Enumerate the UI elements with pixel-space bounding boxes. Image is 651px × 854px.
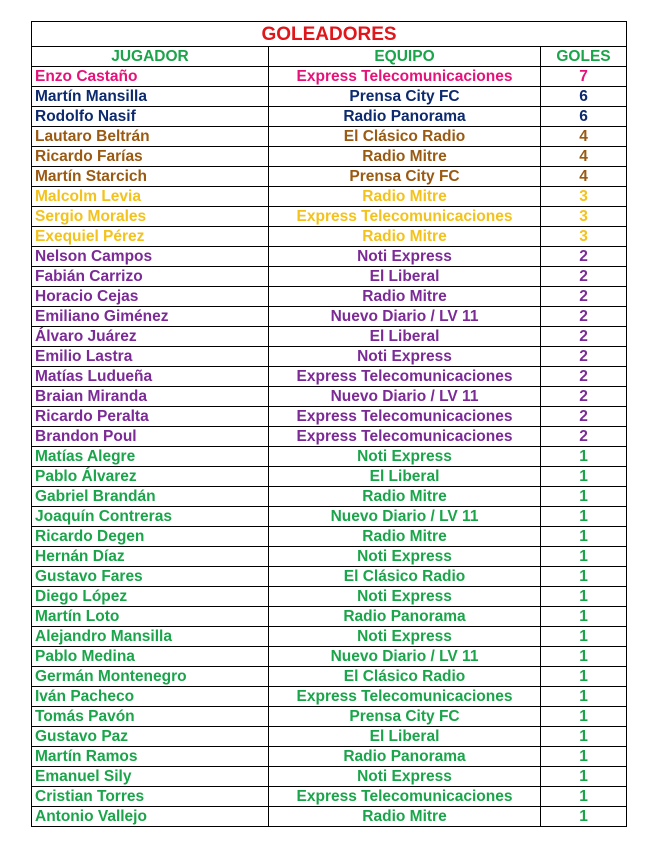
- table-title: GOLEADORES: [32, 22, 627, 47]
- team-name: Express Telecomunicaciones: [269, 67, 541, 87]
- goals-count: 1: [541, 767, 627, 787]
- goals-count: 4: [541, 147, 627, 167]
- table-row: [32, 287, 627, 307]
- team-name: Express Telecomunicaciones: [269, 207, 541, 227]
- table-row: [32, 607, 627, 627]
- team-name: Noti Express: [269, 547, 541, 567]
- title-row: [32, 22, 627, 47]
- table-row: [32, 427, 627, 447]
- team-name: Express Telecomunicaciones: [269, 427, 541, 447]
- team-name: Prensa City FC: [269, 87, 541, 107]
- player-name: Gustavo Fares: [32, 567, 269, 587]
- table-row: [32, 467, 627, 487]
- player-name: Enzo Castaño: [32, 67, 269, 87]
- team-name: Radio Panorama: [269, 607, 541, 627]
- table-row: [32, 367, 627, 387]
- goals-count: 2: [541, 267, 627, 287]
- player-name: Pablo Medina: [32, 647, 269, 667]
- table-row: [32, 647, 627, 667]
- player-name: Martín Starcich: [32, 167, 269, 187]
- goals-count: 1: [541, 467, 627, 487]
- table-row: [32, 127, 627, 147]
- team-name: Express Telecomunicaciones: [269, 407, 541, 427]
- team-name: Radio Mitre: [269, 187, 541, 207]
- table-row: [32, 67, 627, 87]
- player-name: Álvaro Juárez: [32, 327, 269, 347]
- goals-count: 1: [541, 747, 627, 767]
- team-name: Nuevo Diario / LV 11: [269, 307, 541, 327]
- table-row: [32, 547, 627, 567]
- goals-count: 6: [541, 107, 627, 127]
- player-name: Pablo Álvarez: [32, 467, 269, 487]
- team-name: Nuevo Diario / LV 11: [269, 507, 541, 527]
- table-row: [32, 527, 627, 547]
- goals-count: 2: [541, 427, 627, 447]
- table-row: [32, 147, 627, 167]
- goals-count: 1: [541, 547, 627, 567]
- team-name: Radio Panorama: [269, 747, 541, 767]
- table-row: [32, 247, 627, 267]
- player-name: Gustavo Paz: [32, 727, 269, 747]
- goals-count: 6: [541, 87, 627, 107]
- goals-count: 2: [541, 367, 627, 387]
- team-name: Nuevo Diario / LV 11: [269, 647, 541, 667]
- team-name: El Liberal: [269, 267, 541, 287]
- team-name: Noti Express: [269, 247, 541, 267]
- table-row: [32, 727, 627, 747]
- team-name: Radio Mitre: [269, 527, 541, 547]
- header-player: JUGADOR: [32, 47, 269, 67]
- goals-count: 1: [541, 647, 627, 667]
- table-row: [32, 487, 627, 507]
- team-name: Noti Express: [269, 767, 541, 787]
- goals-count: 4: [541, 167, 627, 187]
- goals-count: 2: [541, 407, 627, 427]
- team-name: El Liberal: [269, 327, 541, 347]
- player-name: Martín Loto: [32, 607, 269, 627]
- player-name: Emanuel Sily: [32, 767, 269, 787]
- player-name: Antonio Vallejo: [32, 807, 269, 827]
- table-row: [32, 167, 627, 187]
- player-name: Malcolm Levia: [32, 187, 269, 207]
- table-row: [32, 327, 627, 347]
- goals-count: 1: [541, 607, 627, 627]
- goals-count: 2: [541, 247, 627, 267]
- table-row: [32, 747, 627, 767]
- player-name: Emilio Lastra: [32, 347, 269, 367]
- goals-count: 1: [541, 727, 627, 747]
- goals-count: 3: [541, 207, 627, 227]
- goals-count: 7: [541, 67, 627, 87]
- team-name: El Clásico Radio: [269, 667, 541, 687]
- team-name: El Liberal: [269, 727, 541, 747]
- goals-count: 4: [541, 127, 627, 147]
- goals-count: 1: [541, 807, 627, 827]
- player-name: Alejandro Mansilla: [32, 627, 269, 647]
- player-name: Horacio Cejas: [32, 287, 269, 307]
- team-name: El Clásico Radio: [269, 567, 541, 587]
- goals-count: 2: [541, 327, 627, 347]
- team-name: Express Telecomunicaciones: [269, 687, 541, 707]
- table-row: [32, 587, 627, 607]
- team-name: Radio Panorama: [269, 107, 541, 127]
- team-name: Prensa City FC: [269, 167, 541, 187]
- team-name: Noti Express: [269, 347, 541, 367]
- table-row: [32, 227, 627, 247]
- player-name: Emiliano Giménez: [32, 307, 269, 327]
- player-name: Martín Ramos: [32, 747, 269, 767]
- header-goals: GOLES: [541, 47, 627, 67]
- table-row: [32, 307, 627, 327]
- team-name: Noti Express: [269, 627, 541, 647]
- player-name: Martín Mansilla: [32, 87, 269, 107]
- goals-count: 3: [541, 227, 627, 247]
- table-row: [32, 347, 627, 367]
- goals-count: 1: [541, 507, 627, 527]
- table-row: [32, 567, 627, 587]
- player-name: Lautaro Beltrán: [32, 127, 269, 147]
- player-name: Nelson Campos: [32, 247, 269, 267]
- goals-count: 1: [541, 447, 627, 467]
- team-name: Express Telecomunicaciones: [269, 367, 541, 387]
- table-row: [32, 87, 627, 107]
- team-name: Noti Express: [269, 447, 541, 467]
- player-name: Rodolfo Nasif: [32, 107, 269, 127]
- goals-count: 1: [541, 487, 627, 507]
- goals-count: 2: [541, 387, 627, 407]
- player-name: Hernán Díaz: [32, 547, 269, 567]
- goals-count: 2: [541, 287, 627, 307]
- table-row: [32, 707, 627, 727]
- player-name: Ricardo Peralta: [32, 407, 269, 427]
- player-name: Ricardo Degen: [32, 527, 269, 547]
- team-name: Noti Express: [269, 587, 541, 607]
- goals-count: 1: [541, 707, 627, 727]
- table-row: [32, 787, 627, 807]
- table-row: [32, 687, 627, 707]
- table-row: [32, 267, 627, 287]
- player-name: Ricardo Farías: [32, 147, 269, 167]
- goals-count: 1: [541, 627, 627, 647]
- player-name: Cristian Torres: [32, 787, 269, 807]
- player-name: Diego López: [32, 587, 269, 607]
- goals-count: 1: [541, 587, 627, 607]
- goals-count: 1: [541, 567, 627, 587]
- table-row: [32, 507, 627, 527]
- team-name: El Clásico Radio: [269, 127, 541, 147]
- team-name: Nuevo Diario / LV 11: [269, 387, 541, 407]
- team-name: Radio Mitre: [269, 807, 541, 827]
- table-row: [32, 767, 627, 787]
- player-name: Tomás Pavón: [32, 707, 269, 727]
- scorers-table: [31, 21, 627, 827]
- table-row: [32, 627, 627, 647]
- team-name: Radio Mitre: [269, 147, 541, 167]
- table-row: [32, 667, 627, 687]
- goals-count: 3: [541, 187, 627, 207]
- table-row: [32, 387, 627, 407]
- team-name: Radio Mitre: [269, 287, 541, 307]
- goals-count: 2: [541, 347, 627, 367]
- player-name: Fabián Carrizo: [32, 267, 269, 287]
- team-name: Radio Mitre: [269, 487, 541, 507]
- table-row: [32, 187, 627, 207]
- team-name: Express Telecomunicaciones: [269, 787, 541, 807]
- header-team: EQUIPO: [269, 47, 541, 67]
- player-name: Braian Miranda: [32, 387, 269, 407]
- player-name: Iván Pacheco: [32, 687, 269, 707]
- player-name: Gabriel Brandán: [32, 487, 269, 507]
- player-name: Brandon Poul: [32, 427, 269, 447]
- player-name: Joaquín Contreras: [32, 507, 269, 527]
- player-name: Sergio Morales: [32, 207, 269, 227]
- player-name: Matías Ludueña: [32, 367, 269, 387]
- table-row: [32, 207, 627, 227]
- header-row: [32, 47, 627, 67]
- player-name: Exequiel Pérez: [32, 227, 269, 247]
- team-name: El Liberal: [269, 467, 541, 487]
- table-row: [32, 407, 627, 427]
- goals-count: 1: [541, 787, 627, 807]
- player-name: Matías Alegre: [32, 447, 269, 467]
- goals-count: 1: [541, 687, 627, 707]
- table-row: [32, 107, 627, 127]
- goals-count: 1: [541, 527, 627, 547]
- scorers-table-body: [32, 22, 627, 827]
- goals-count: 1: [541, 667, 627, 687]
- table-row: [32, 807, 627, 827]
- team-name: Radio Mitre: [269, 227, 541, 247]
- goals-count: 2: [541, 307, 627, 327]
- table-row: [32, 447, 627, 467]
- player-name: Germán Montenegro: [32, 667, 269, 687]
- team-name: Prensa City FC: [269, 707, 541, 727]
